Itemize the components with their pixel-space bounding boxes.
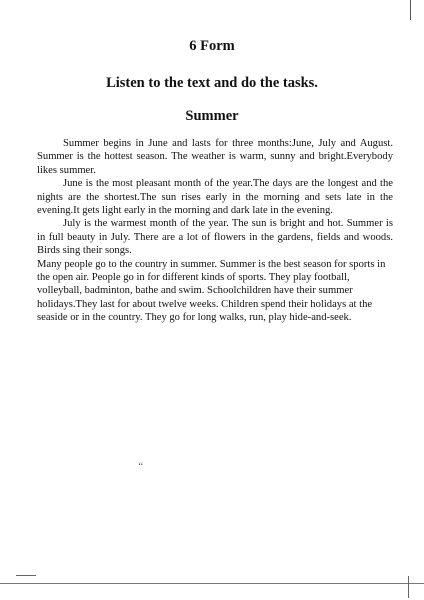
- paragraph-2: June is the most pleasant month of the year.The days are the longest and the nights are the shortest.The sun rises early in the morning and sets late in the evening.It gets light early in the morning and dark late in the evening.: [37, 178, 393, 217]
- paragraph-1: Summer begins in June and lasts for three months:June, July and August. Summer is the hottest season. The weather is warm, sunny and bright.Everybody likes summer.: [37, 138, 393, 176]
- paragraph-4: Many people go to the country in summer. Summer is the best season for sports in the open air. People go in for different kinds of sports. They play football, volleyball, badminton, bathe and swim. Schoolchildren have their summer holidays.They last for about twelve weeks. Children spend their holidays at the seaside or in the country. They go for long walks, run, play hide-and-seek.: [37, 258, 386, 324]
- scan-edge-line-left: [16, 575, 36, 576]
- task-instruction: Listen to the text and do the tasks.: [106, 75, 318, 91]
- paragraph-3: July is the warmest month of the year. The sun is bright and hot. Summer is in full beauty in July. There are a lot of flowers in the gardens, fields and woods. Birds sing their songs.: [37, 218, 393, 257]
- stray-mark: ‘‘: [138, 461, 144, 471]
- text-title: Summer: [185, 108, 239, 124]
- scan-edge-line-bottom: [0, 583, 424, 584]
- scan-edge-mark-bottom: [408, 576, 409, 598]
- text-body: [37, 137, 393, 325]
- form-label: 6 Form: [189, 38, 235, 54]
- scan-edge-mark: [410, 0, 411, 20]
